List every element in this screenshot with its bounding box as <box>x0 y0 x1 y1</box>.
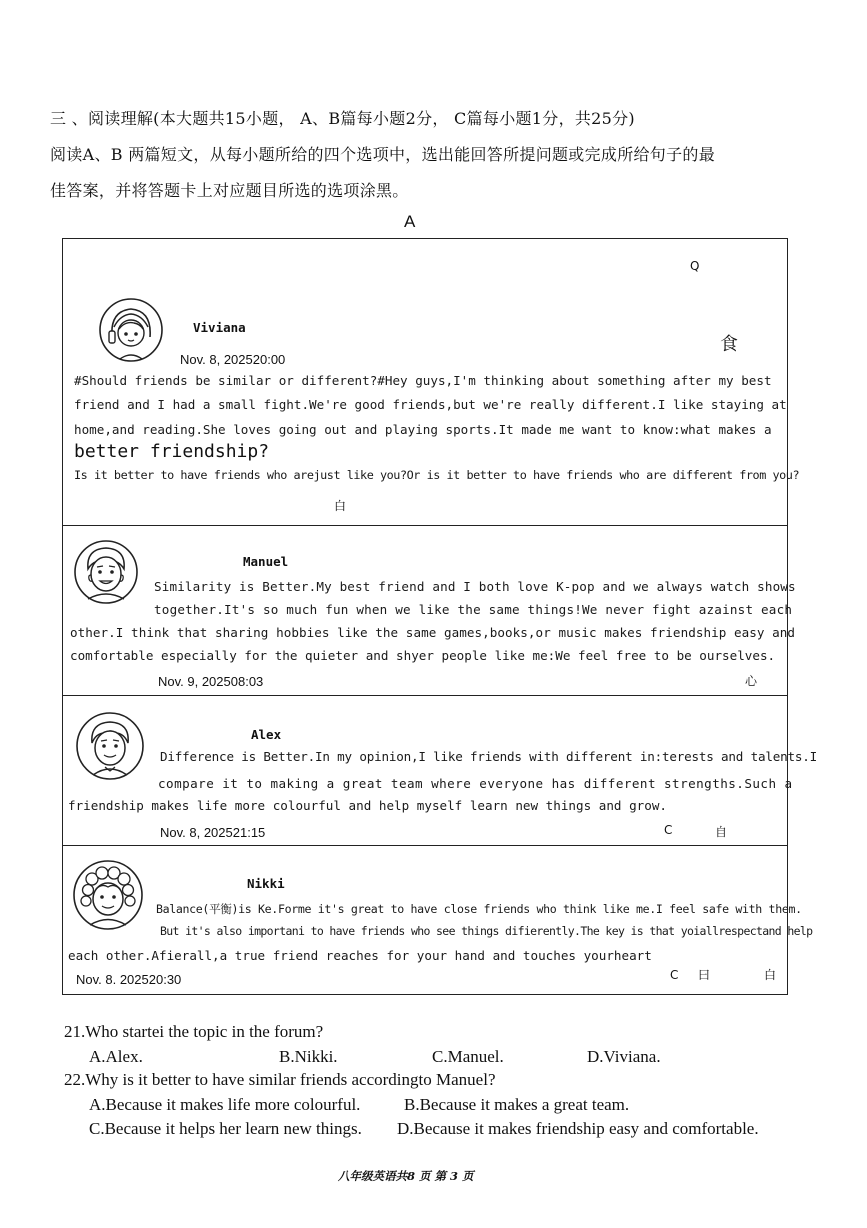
stray-mark: 食 <box>720 334 738 355</box>
question-option: A.Alex. <box>89 1047 143 1066</box>
post-date: Nov. 8, 202520:00 <box>180 352 286 367</box>
avatar <box>72 539 140 609</box>
question-option: B.Nikki. <box>279 1047 338 1066</box>
post-line: Similarity is Better.My best friend and I both love K-pop and we always watch shows <box>154 579 796 594</box>
stray-mark: 曰 <box>698 968 711 982</box>
stray-mark: C <box>664 823 673 837</box>
post-line: together.It's so much fun when we like the same things!We never fight azainst each <box>154 602 793 617</box>
question-option: D.Viviana. <box>587 1047 661 1066</box>
section-title: 三 、阅读理解(本大题共15小题， A、B篇每小题2分， C篇每小题1分，共25分) <box>50 109 635 128</box>
stray-mark: 心 <box>745 674 758 688</box>
avatar <box>98 297 164 367</box>
divider <box>62 525 788 526</box>
post-line: comfortable especially for the quieter and shyer people like me:We feel free to be ourselves. <box>70 648 776 663</box>
curly-hair-avatar-icon <box>72 859 144 931</box>
post-author-name: Manuel <box>243 554 289 569</box>
post-author-name: Nikki <box>247 876 285 891</box>
stray-mark: C <box>670 968 679 982</box>
divider <box>62 695 788 696</box>
post-author-name: Viviana <box>193 320 246 335</box>
question-option: D.Because it makes friendship easy and comfortable. <box>397 1119 759 1138</box>
avatar <box>72 859 144 935</box>
passage-label: A <box>404 212 416 231</box>
boy-avatar-icon <box>72 539 140 605</box>
question-option: A.Because it makes life more colourful. <box>89 1095 361 1114</box>
post-line: But it's also importani to have friends who see things difierently.The key is that yoiallrespectand help <box>160 924 813 938</box>
post-line: each other.Afierall,a true friend reaches for your hand and touches yourheart <box>68 948 652 963</box>
girl-avatar-icon <box>98 297 164 363</box>
post-line: Is it better to have friends who arejust like you?Or is it better to have friends who are different from you? <box>74 468 800 482</box>
divider <box>62 845 788 846</box>
post-line: other.I think that sharing hobbies like the same games,books,or music makes friendship easy and <box>70 625 796 640</box>
instruction-line-1: 阅读A、B 两篇短文，从每小题所给的四个选项中，选出能回答所提问题或完成所给句子的最 <box>50 145 715 164</box>
post-line: better friendship? <box>74 441 270 462</box>
question-option: C.Because it helps her learn new things. <box>89 1119 362 1138</box>
post-line: friend and I had a small fight.We're good friends,but we're really different.I like staying at <box>74 397 787 412</box>
post-line: home,and reading.She loves going out and playing sports.It made me want to know:what makes a <box>74 422 772 437</box>
post-line: compare it to making a great team where everyone has different strengths.Such a <box>158 776 793 791</box>
boy-avatar-icon <box>75 711 145 781</box>
post-line: friendship makes life more colourful and help myself learn new things and grow. <box>68 798 667 813</box>
post-date: Nov. 8. 202520:30 <box>76 972 182 987</box>
stray-mark: 自 <box>715 825 728 839</box>
post-date: Nov. 9, 202508:03 <box>158 674 264 689</box>
avatar <box>75 711 145 785</box>
question-stem: 22.Why is it better to have similar friends accordingto Manuel? <box>64 1070 496 1089</box>
question-stem: 21.Who startei the topic in the forum? <box>64 1022 324 1041</box>
stray-mark: 白 <box>334 499 347 513</box>
stray-mark: Q <box>690 259 700 273</box>
post-line: #Should friends be similar or different?#Hey guys,I'm thinking about something after my best <box>74 373 772 388</box>
page-footer: 八年级英语共8 页 第 3 页 <box>338 1169 474 1183</box>
question-option: C.Manuel. <box>432 1047 504 1066</box>
post-line: Difference is Better.In my opinion,I like friends with different in:terests and talents.I <box>160 749 818 764</box>
post-line: Balance(平衡)is Ke.Forme it's great to have close friends who think like me.I feel safe with them. <box>156 902 802 916</box>
instruction-line-2: 佳答案，并将答题卡上对应题目所选的选项涂黑。 <box>50 181 409 200</box>
stray-mark: 白 <box>764 968 777 982</box>
post-author-name: Alex <box>251 727 282 742</box>
post-date: Nov. 8, 202521:15 <box>160 825 266 840</box>
question-option: B.Because it makes a great team. <box>404 1095 630 1114</box>
